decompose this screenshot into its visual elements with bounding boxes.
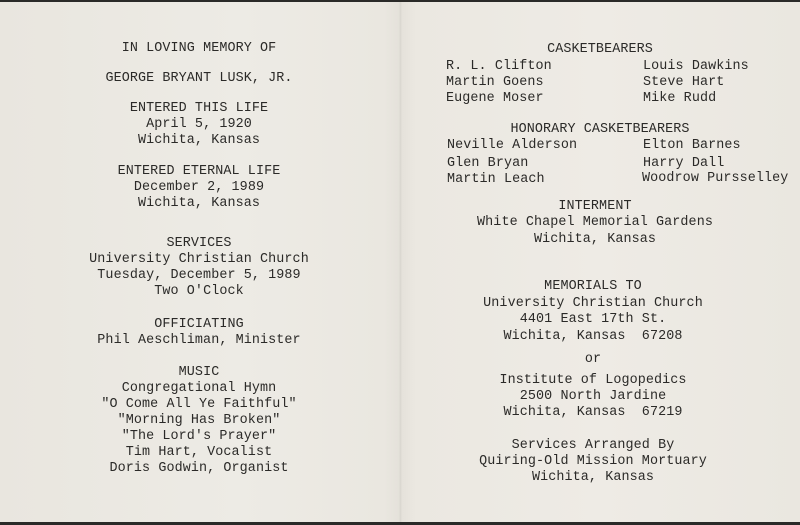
- memorial-line: 4401 East 17th St.: [519, 312, 667, 327]
- casketbearer: Louis Dawkins: [643, 59, 749, 74]
- memorials-label: MEMORIALS TO: [544, 279, 642, 294]
- officiating-name: Phil Aeschliman, Minister: [97, 333, 301, 348]
- entered-life-label: ENTERED THIS LIFE: [129, 101, 269, 116]
- casketbearer: Eugene Moser: [446, 91, 544, 106]
- memorial-line: University Christian Church: [483, 296, 703, 311]
- services-label: SERVICES: [166, 236, 232, 251]
- music-line: "The Lord's Prayer": [121, 429, 277, 444]
- deceased-name: GEORGE BRYANT LUSK, JR.: [105, 71, 293, 86]
- music-line: Doris Godwin, Organist: [109, 461, 289, 476]
- casketbearer: Steve Hart: [643, 75, 725, 90]
- music-label: MUSIC: [178, 365, 220, 380]
- mortuary-city: Wichita, Kansas: [531, 470, 655, 485]
- eternal-life-label: ENTERED ETERNAL LIFE: [117, 164, 281, 179]
- services-date: Tuesday, December 5, 1989: [97, 268, 301, 283]
- honorary-casketbearer: Harry Dall: [643, 156, 725, 171]
- casketbearer: R. L. Clifton: [446, 59, 552, 74]
- arranged-label: Services Arranged By: [511, 438, 675, 453]
- music-line: "O Come All Ye Faithful": [101, 397, 297, 412]
- memorials-or: or: [584, 352, 602, 367]
- honorary-casketbearer: Woodrow Pursselley: [642, 171, 789, 186]
- music-line: Congregational Hymn: [121, 381, 277, 396]
- casketbearer: Martin Goens: [446, 75, 544, 90]
- services-time: Two O'Clock: [154, 284, 244, 299]
- music-line: "Morning Has Broken": [117, 413, 281, 428]
- interment-label: INTERMENT: [558, 199, 632, 214]
- music-line: Tim Hart, Vocalist: [125, 445, 273, 460]
- memorial-line: Wichita, Kansas 67208: [503, 329, 683, 344]
- honorary-casketbearer: Elton Barnes: [643, 138, 741, 153]
- honorary-casketbearer: Martin Leach: [447, 172, 545, 187]
- honorary-label: HONORARY CASKETBEARERS: [510, 122, 690, 137]
- memorial-folder: [0, 2, 800, 522]
- birth-date: April 5, 1920: [146, 117, 252, 132]
- interment-city: Wichita, Kansas: [533, 232, 657, 247]
- honorary-casketbearer: Glen Bryan: [447, 156, 529, 171]
- casketbearer: Mike Rudd: [643, 91, 717, 106]
- death-place: Wichita, Kansas: [137, 196, 261, 211]
- honorary-casketbearer: Neville Alderson: [447, 138, 578, 153]
- officiating-label: OFFICIATING: [154, 317, 244, 332]
- casketbearers-label: CASKETBEARERS: [547, 42, 653, 57]
- memory-heading: IN LOVING MEMORY OF: [121, 41, 277, 56]
- birth-place: Wichita, Kansas: [137, 133, 261, 148]
- interment-place: White Chapel Memorial Gardens: [477, 215, 713, 230]
- page-fold: [399, 2, 402, 522]
- memorial-line: Wichita, Kansas 67219: [503, 405, 683, 420]
- memorial-line: 2500 North Jardine: [519, 389, 667, 404]
- death-date: December 2, 1989: [133, 180, 265, 195]
- services-location: University Christian Church: [89, 252, 309, 267]
- memorial-line: Institute of Logopedics: [499, 373, 687, 388]
- mortuary-name: Quiring-Old Mission Mortuary: [479, 454, 707, 469]
